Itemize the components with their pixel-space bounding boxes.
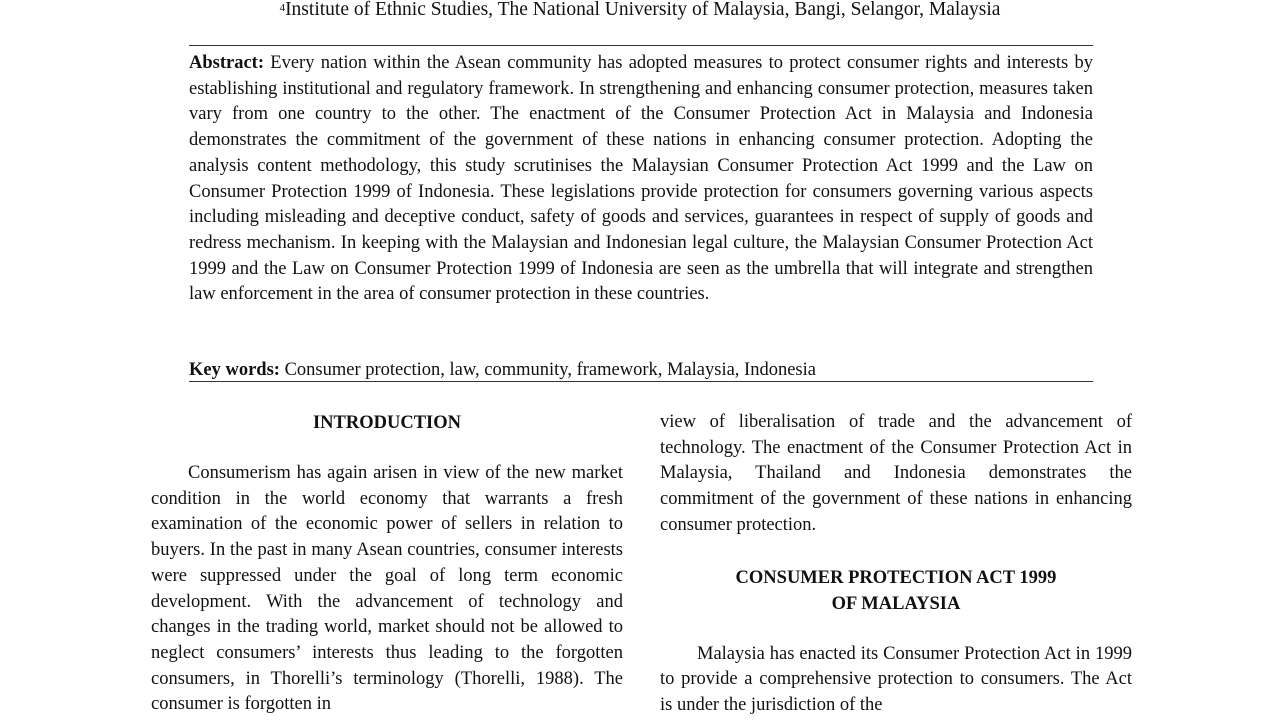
malaysia-act-paragraph: Malaysia has enacted its Consumer Protection Act in 1999 to provide a comprehensive protection to consumers. The Act is under the jurisdiction of the	[660, 643, 1132, 715]
introduction-paragraph: Consumerism has again arisen in view of the new market condition in the world economy that warrants a fresh examination of the economic power of sellers in relation to buyers. In the past in many Asean countries, consumer interests were suppressed under the goal of long term economic development. With the advancement of technology and changes in the trading world, market should not be allowed to neglect consumers’ interests thus leading to the forgotten consumers, in Thorelli’s terminology (Thorelli, 1988). The consumer is forgotten in	[151, 463, 623, 715]
abstract	[189, 51, 1093, 308]
keywords-bottom-rule	[189, 381, 1093, 382]
left-column	[151, 410, 623, 718]
affiliation-text: Institute of Ethnic Studies, The National University of Malaysia, Bangi, Selangor, Malaysia	[285, 0, 1001, 20]
author-affiliation	[0, 0, 1280, 23]
abstract-label: Abstract:	[189, 53, 265, 73]
section-heading-line1: CONSUMER PROTECTION ACT 1999	[735, 567, 1057, 588]
affiliation-marker: 4	[279, 2, 286, 14]
right-column	[660, 410, 1132, 719]
keywords-label: Key words:	[189, 360, 280, 380]
section-heading-line2: OF MALAYSIA	[831, 593, 961, 614]
abstract-text: Every nation within the Asean community has adopted measures to protect consumer rights and interests by establishing institutional and regulatory framework. In strengthening and enhancing consumer protection, measures taken vary from one country to the other. The enactment of the Consumer Protection Act in Malaysia and Indonesia demonstrates the commitment of the government of these nations in enhancing consumer protection. Adopting the analysis content methodology, this study scrutinises the Malaysian Consumer Protection Act 1999 and the Law on Consumer Protection 1999 of Indonesia. These legislations provide protection for consumers governing various aspects including misleading and deceptive conduct, safety of goods and services, guarantees in respect of supply of goods and redress mechanism. In keeping with the Malaysian and Indonesian legal culture, the Malaysian Consumer Protection Act 1999 and the Law on Consumer Protection 1999 of Indonesia are seen as the umbrella that will integrate and strengthen law enforcement in the area of consumer protection in these countries.	[189, 53, 1093, 305]
keywords-text: Consumer protection, law, community, framework, Malaysia, Indonesia	[284, 360, 816, 380]
keywords	[189, 358, 1093, 384]
section-heading	[660, 565, 1132, 617]
introduction-heading: INTRODUCTION	[312, 413, 462, 433]
continued-paragraph: view of liberalisation of trade and the advancement of technology. The enactment of the Consumer Protection Act in Malaysia, Thailand and Indonesia demonstrates the commitment of the government of these nations in enhancing consumer protection.	[660, 412, 1132, 535]
abstract-top-rule	[189, 45, 1093, 46]
